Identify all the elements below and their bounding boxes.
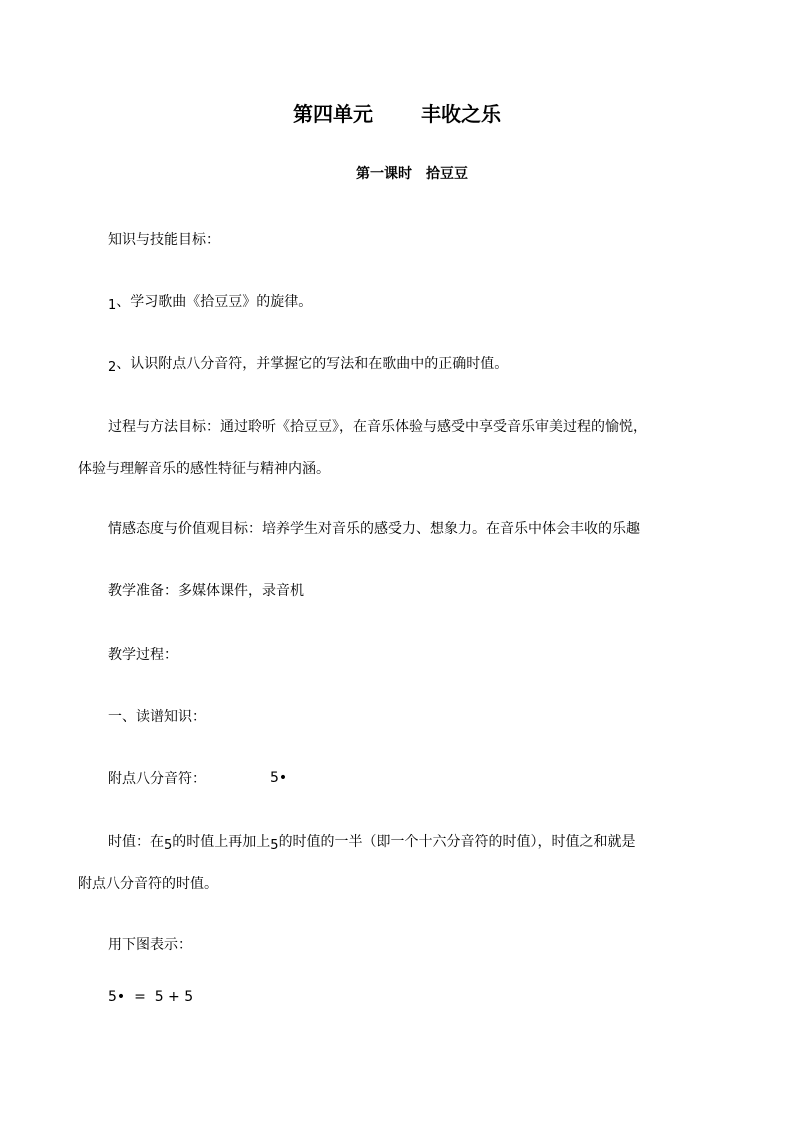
diagram-intro: 用下图表示： [108,937,192,953]
duration-line-1 [108,831,636,851]
lesson-number: 第一课时 [356,166,412,182]
emotion-goal: 情感态度与价值观目标：培养学生对音乐的感受力、想象力。在音乐中体会丰收的乐趣 [108,521,640,537]
lesson-subtitle [0,163,794,183]
unit-theme: 丰收之乐 [421,102,501,126]
song-name: 拾豆豆 [426,166,468,182]
duration-note-1: 5 [164,838,173,853]
duration-text-part-3: 的时值的一半（即一个十六分音符的时值），时值之和就是 [278,834,636,850]
goal-item-2-text: 、认识附点八分音符，并掌握它的写法和在歌曲中的正确时值。 [116,356,509,372]
process-goal-line-2: 体验与理解音乐的感性特征与精神内涵。 [78,461,330,477]
unit-label: 第四单元 [293,102,373,126]
duration-equation: 5• = 5 + 5 [108,989,194,1005]
duration-text-part-2: 的时值上再加上 [172,834,271,850]
goal-item-2-number: 2 [108,360,117,375]
duration-line-2: 附点八分音符的时值。 [78,876,218,892]
step-1-heading: 一、读谱知识： [108,709,206,725]
dotted-note-label: 附点八分音符： [108,771,206,787]
teaching-prep: 教学准备：多媒体课件，录音机 [108,583,304,599]
duration-note-2: 5 [270,838,279,853]
goal-item-1-number: 1 [108,298,117,313]
process-goal-line-1: 过程与方法目标：通过聆听《拾豆豆》，在音乐体验与感受中享受音乐审美过程的愉悦， [108,419,647,435]
goal-item-1-text: 、学习歌曲《拾豆豆》的旋律。 [116,294,313,310]
document-title [0,98,794,127]
dotted-note-symbol: 5• [270,770,288,786]
goal-item-2 [108,353,508,373]
knowledge-goal-heading: 知识与技能目标： [108,232,220,248]
teaching-process-heading: 教学过程： [108,647,178,663]
goal-item-1 [108,291,312,311]
duration-text-part-1: 时值：在 [108,834,164,850]
